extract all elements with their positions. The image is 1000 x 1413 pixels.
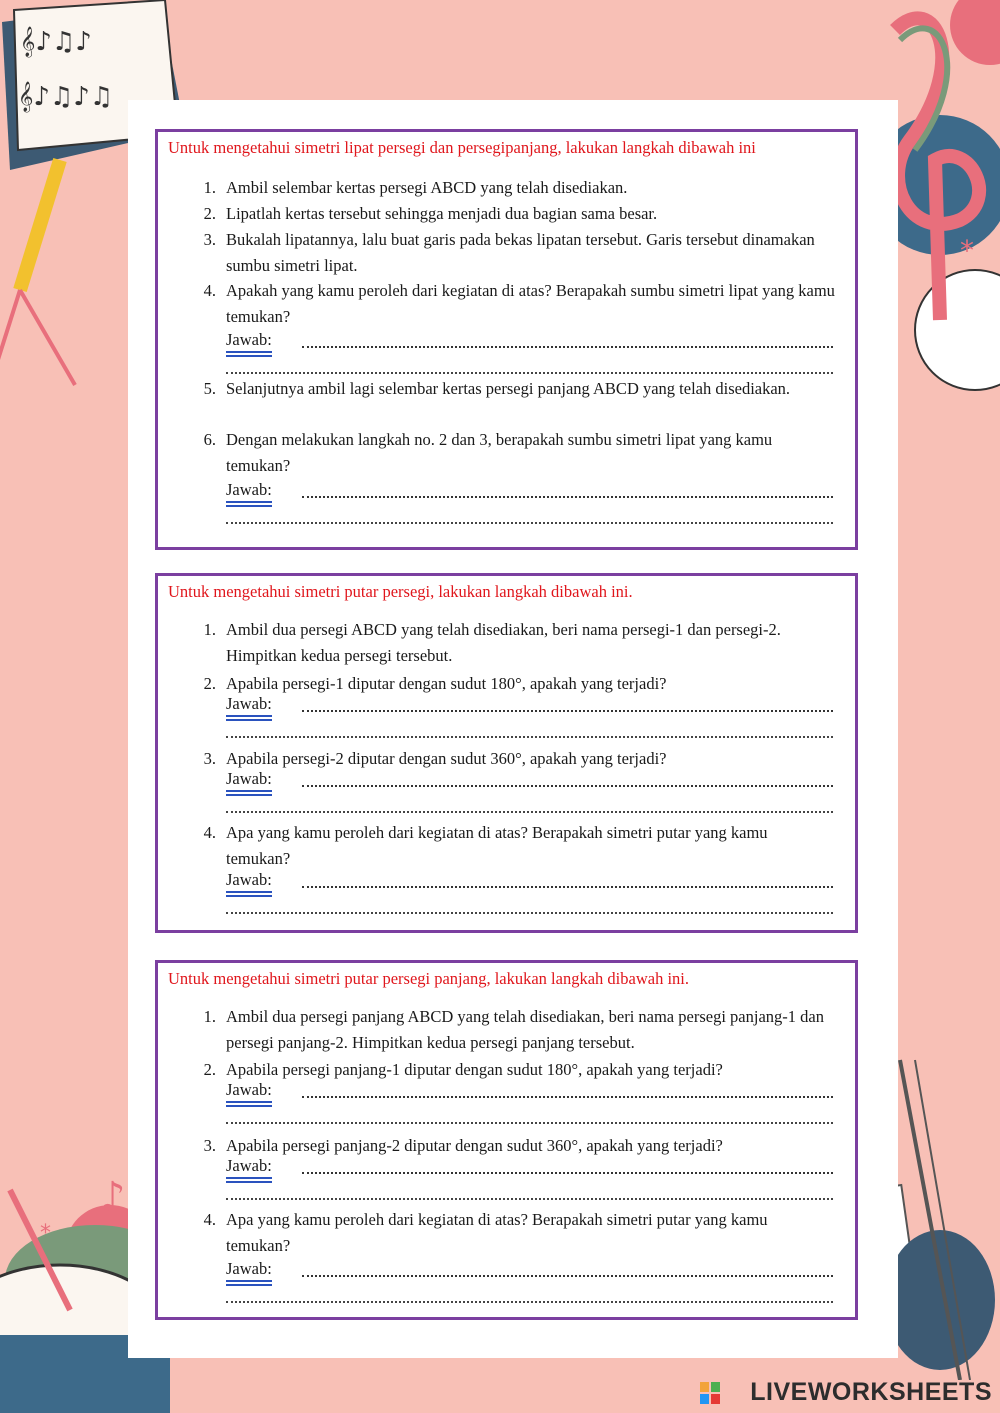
answer-label: Jawab: xyxy=(226,694,272,717)
item-number: 6. xyxy=(203,430,216,449)
section-title: Untuk mengetahui simetri putar persegi, lakukan langkah dibawah ini. xyxy=(168,582,633,601)
item-number: 1. xyxy=(203,178,216,197)
item-number: 2. xyxy=(203,674,216,693)
answer-label: Jawab: xyxy=(226,1259,272,1282)
answer-field[interactable] xyxy=(226,480,833,508)
item-text: Ambil selembar kertas persegi ABCD yang telah disediakan. xyxy=(226,178,628,197)
item-text: Apabila persegi panjang-2 diputar dengan sudut 360°, apakah yang terjadi? xyxy=(226,1136,723,1155)
item-number: 3. xyxy=(203,230,216,249)
liveworksheets-logo-icon xyxy=(700,1382,720,1404)
answer-label: Jawab: xyxy=(226,870,272,893)
svg-text:*: * xyxy=(40,1221,51,1246)
answer-field[interactable] xyxy=(226,1259,833,1287)
answer-line[interactable] xyxy=(226,811,833,813)
item-number: 3. xyxy=(203,1136,216,1155)
answer-field[interactable] xyxy=(226,694,833,722)
answer-line[interactable] xyxy=(302,1275,833,1277)
item-text: Apabila persegi panjang-1 diputar dengan sudut 180°, apakah yang terjadi? xyxy=(226,1060,723,1079)
answer-line[interactable] xyxy=(302,785,833,787)
answer-line[interactable] xyxy=(302,496,833,498)
answer-line[interactable] xyxy=(226,736,833,738)
item-text: Bukalah lipatannya, lalu buat garis pada bekas lipatan tersebut. Garis tersebut dinamakan sumbu simetri lipat. xyxy=(226,230,815,275)
answer-line[interactable] xyxy=(226,912,833,914)
answer-line[interactable] xyxy=(302,1172,833,1174)
answer-label: Jawab: xyxy=(226,480,272,503)
answer-label: Jawab: xyxy=(226,1080,272,1103)
item-text: Dengan melakukan langkah no. 2 dan 3, berapakah sumbu simetri lipat yang kamu temukan? xyxy=(226,430,773,475)
answer-line[interactable] xyxy=(226,372,833,374)
item-number: 1. xyxy=(203,620,216,639)
section-title: Untuk mengetahui simetri lipat persegi dan persegipanjang, lakukan langkah dibawah ini xyxy=(168,138,756,157)
answer-line[interactable] xyxy=(302,710,833,712)
section-simetri-lipat xyxy=(155,129,858,550)
item-number: 3. xyxy=(203,749,216,768)
item-number: 5. xyxy=(203,379,216,398)
liveworksheets-brand[interactable]: LIVEWORKSHEETS xyxy=(750,1378,992,1406)
answer-line[interactable] xyxy=(226,522,833,524)
answer-label: Jawab: xyxy=(226,330,272,353)
item-number: 2. xyxy=(203,204,216,223)
answer-label: Jawab: xyxy=(226,769,272,792)
answer-field[interactable] xyxy=(226,1156,833,1184)
svg-text:𝄞♪♫♪♫: 𝄞♪♫♪♫ xyxy=(18,82,114,112)
item-text: Ambil dua persegi panjang ABCD yang telah disediakan, beri nama persegi panjang-1 dan persegi panjang-2. Himpitkan kedua persegi panjang tersebut. xyxy=(226,1007,824,1052)
item-text: Apakah yang kamu peroleh dari kegiatan di atas? Berapakah sumbu simetri lipat yang kamu temukan? xyxy=(226,281,835,326)
item-text: Apabila persegi-1 diputar dengan sudut 180°, apakah yang terjadi? xyxy=(226,674,667,693)
item-number: 4. xyxy=(203,1210,216,1229)
answer-field[interactable] xyxy=(226,769,833,797)
item-number: 1. xyxy=(203,1007,216,1026)
svg-text:𝄞♪♫♪: 𝄞♪♫♪ xyxy=(20,27,92,57)
answer-label: Jawab: xyxy=(226,1156,272,1179)
answer-line[interactable] xyxy=(226,1122,833,1124)
item-text: Ambil dua persegi ABCD yang telah disediakan, beri nama persegi-1 dan persegi-2. Himpitkan kedua persegi tersebut. xyxy=(226,620,781,665)
section-simetri-putar-persegi-panjang xyxy=(155,960,858,1320)
item-text: Selanjutnya ambil lagi selembar kertas persegi panjang ABCD yang telah disediakan. xyxy=(226,379,791,398)
section-title: Untuk mengetahui simetri putar persegi panjang, lakukan langkah dibawah ini. xyxy=(168,969,689,988)
item-number: 4. xyxy=(203,281,216,300)
item-number: 2. xyxy=(203,1060,216,1079)
answer-line[interactable] xyxy=(302,346,833,348)
answer-field[interactable] xyxy=(226,330,833,358)
svg-text:*: * xyxy=(960,234,974,267)
answer-field[interactable] xyxy=(226,1080,833,1108)
answer-field[interactable] xyxy=(226,870,833,898)
item-text: Apabila persegi-2 diputar dengan sudut 360°, apakah yang terjadi? xyxy=(226,749,667,768)
svg-text:♪: ♪ xyxy=(100,1174,126,1220)
answer-line[interactable] xyxy=(302,1096,833,1098)
item-text: Apa yang kamu peroleh dari kegiatan di atas? Berapakah simetri putar yang kamu temukan? xyxy=(226,823,768,868)
item-number: 4. xyxy=(203,823,216,842)
answer-line[interactable] xyxy=(302,886,833,888)
answer-line[interactable] xyxy=(226,1198,833,1200)
answer-line[interactable] xyxy=(226,1301,833,1303)
item-text: Apa yang kamu peroleh dari kegiatan di atas? Berapakah simetri putar yang kamu temukan? xyxy=(226,1210,768,1255)
item-text: Lipatlah kertas tersebut sehingga menjadi dua bagian sama besar. xyxy=(226,204,658,223)
section-simetri-putar-persegi xyxy=(155,573,858,933)
